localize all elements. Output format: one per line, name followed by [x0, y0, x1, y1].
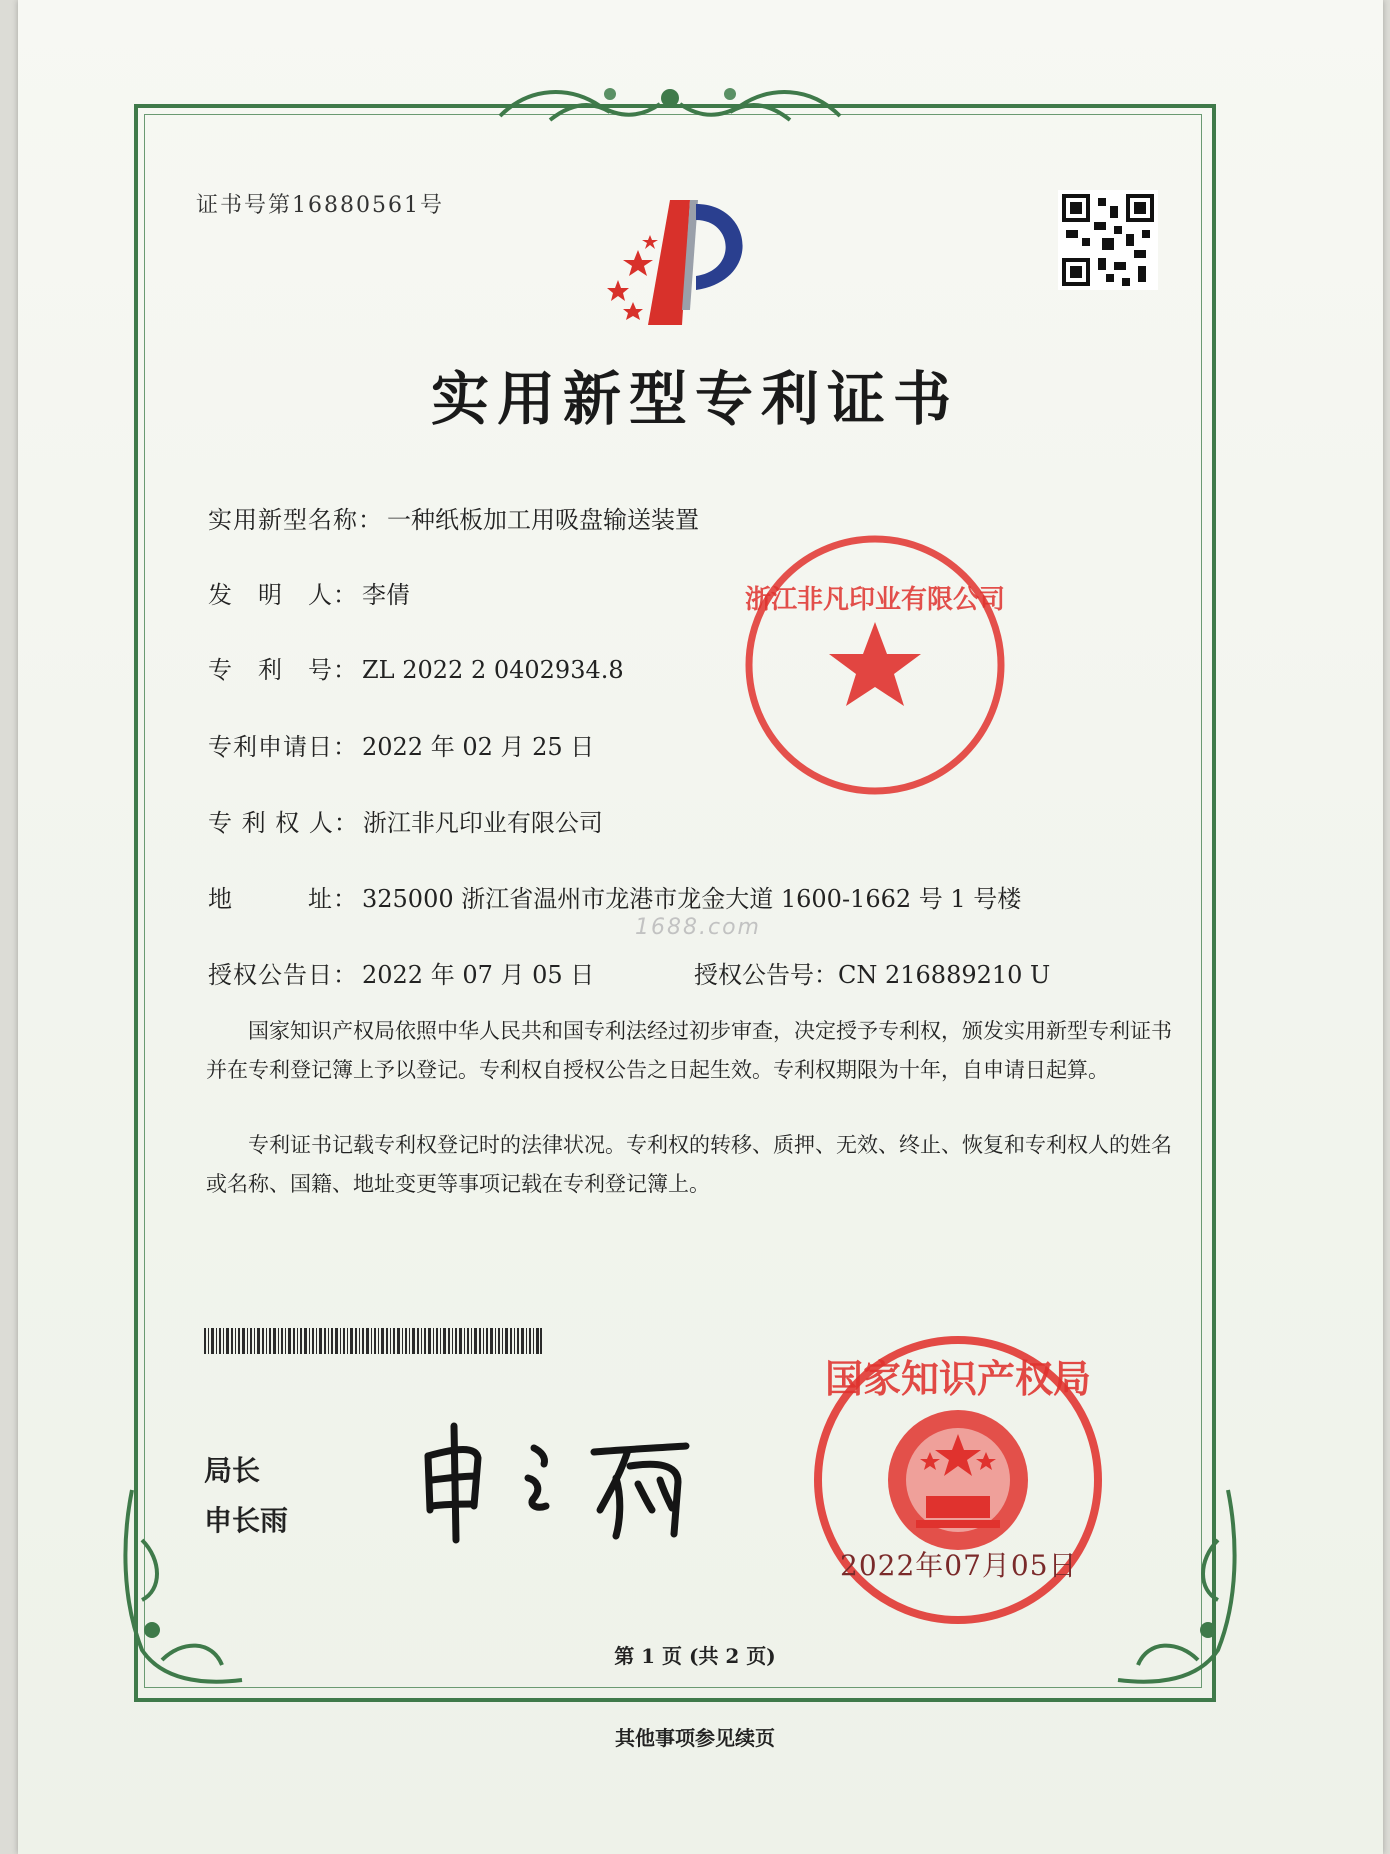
field-filing-date [208, 727, 594, 762]
signatory-title: 局长 [204, 1454, 261, 1487]
company-seal [740, 530, 1010, 800]
field-value: 李倩 [362, 581, 410, 609]
field-label: 实用新型名称： [208, 506, 383, 534]
field-value: CN 216889210 U [838, 961, 1051, 989]
top-ornament [490, 76, 850, 132]
company-seal-text: 浙江非凡印业有限公司 [744, 585, 1006, 615]
field-value: 2022 年 02 月 25 日 [362, 733, 595, 761]
ip-office-seal-text: 国家知识产权局 [824, 1357, 1092, 1401]
qr-code [1058, 190, 1158, 290]
field-label: 发 明 人： [208, 581, 358, 609]
field-label: 专利申请日： [208, 733, 358, 761]
field-patentee [208, 803, 603, 838]
field-value: 325000 浙江省温州市龙港市龙金大道 1600-1662 号 1 号楼 [362, 885, 1022, 913]
field-value: ZL 2022 2 0402934.8 [362, 656, 624, 684]
field-label: 授权公告日： [208, 961, 358, 989]
field-value: 2022 年 07 月 05 日 [362, 961, 595, 989]
page-number: 第 1 页 (共 2 页) [614, 1644, 776, 1668]
field-label: 专 利 号： [208, 656, 358, 684]
continue-note: 其他事项参见续页 [615, 1726, 775, 1750]
certificate-number: 证书号第16880561号 [196, 193, 444, 218]
body-paragraph-1: 国家知识产权局依照中华人民共和国专利法经过初步审查，决定授予专利权，颁发实用新型专利证书并在专利登记簿上予以登记。专利权自授权公告之日起生效。专利权期限为十年，自申请日起算。 [206, 1019, 1172, 1082]
field-utility-model-name [208, 500, 699, 535]
seal-date: 2022年07月05日 [840, 1549, 1078, 1582]
field-patent-number [208, 650, 624, 685]
field-value: 一种纸板加工用吸盘输送装置 [387, 506, 699, 534]
ip-office-seal [808, 1330, 1108, 1630]
field-inventor [208, 575, 410, 610]
handwritten-signature [416, 1418, 706, 1548]
body-paragraph-2: 专利证书记载专利权登记时的法律状况。专利权的转移、质押、无效、终止、恢复和专利权人的姓名或名称、国籍、地址变更等事项记载在专利登记簿上。 [206, 1133, 1172, 1196]
field-label: 授权公告号： [694, 961, 838, 989]
patent-office-logo [578, 190, 768, 330]
signatory-block [204, 1446, 288, 1546]
field-label: 专 利 权 人： [208, 809, 359, 837]
field-grant-date [208, 955, 594, 990]
watermark: 1688.com [635, 915, 761, 940]
field-label: 地 址： [208, 885, 358, 913]
field-value: 浙江非凡印业有限公司 [362, 809, 603, 837]
signatory-name: 申长雨 [204, 1504, 289, 1537]
field-address [208, 879, 1021, 914]
field-grant-number [694, 955, 1050, 990]
barcode [204, 1328, 542, 1354]
certificate-title: 实用新型专利证书 [430, 365, 959, 433]
